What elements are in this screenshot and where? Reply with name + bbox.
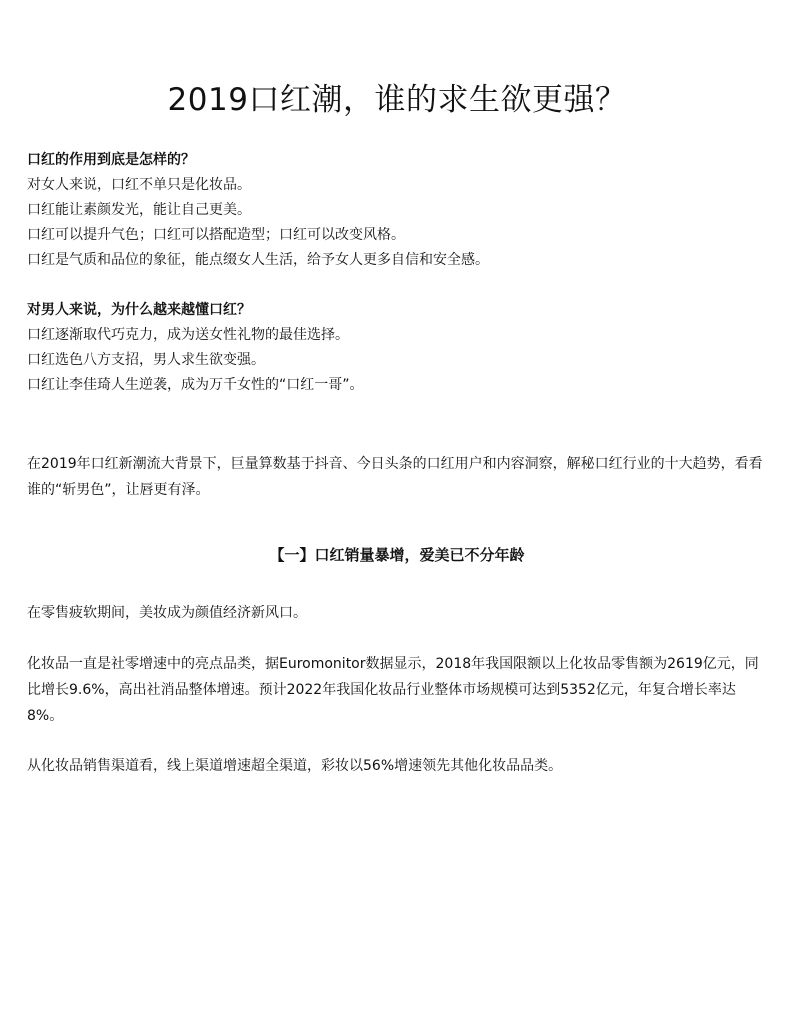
women-section-line: 口红是气质和品位的象征，能点缀女人生活，给予女人更多自信和安全感。 bbox=[27, 252, 489, 268]
men-section-heading: 对男人来说，为什么越来越懂口红？ bbox=[27, 302, 251, 318]
women-section bbox=[27, 148, 767, 273]
women-section-heading: 口红的作用到底是怎样的？ bbox=[27, 152, 195, 168]
women-section-line: 口红可以提升气色；口红可以搭配造型；口红可以改变风格。 bbox=[27, 227, 405, 243]
page-title: 2019口红潮，谁的求生欲更强？ bbox=[167, 82, 627, 118]
men-section bbox=[27, 298, 767, 398]
men-section-line: 口红让李佳琦人生逆袭，成为万千女性的“口红一哥”。 bbox=[27, 377, 364, 393]
section-one-paragraph: 在零售疲软期间，美妆成为颜值经济新风口。 bbox=[27, 605, 307, 621]
section-one-paragraph: 化妆品一直是社零增速中的亮点品类，据Euromonitor数据显示，2018年我国限额以上化妆品零售额为2619亿元，同比增长9.6%，高出社消品整体增速。预计2022年我国化妆品行业整体市场规模可达到5352亿元，年复合增长率达8%。 bbox=[27, 656, 759, 724]
section-one-paragraph: 从化妆品销售渠道看，线上渠道增速超全渠道，彩妆以56%增速领先其他化妆品品类。 bbox=[27, 758, 563, 774]
section-one-heading: 【一】口红销量暴增，爱美已不分年龄 bbox=[269, 546, 525, 564]
women-section-line: 对女人来说，口红不单只是化妆品。 bbox=[27, 177, 251, 193]
men-section-line: 口红选色八方支招，男人求生欲变强。 bbox=[27, 352, 265, 368]
women-section-line: 口红能让素颜发光，能让自己更美。 bbox=[27, 202, 251, 218]
intro-paragraph: 在2019年口红新潮流大背景下，巨量算数基于抖音、今日头条的口红用户和内容洞察，解秘口红行业的十大趋势，看看谁的“斩男色”，让唇更有泽。 bbox=[27, 456, 763, 498]
men-section-line: 口红逐渐取代巧克力，成为送女性礼物的最佳选择。 bbox=[27, 327, 349, 343]
